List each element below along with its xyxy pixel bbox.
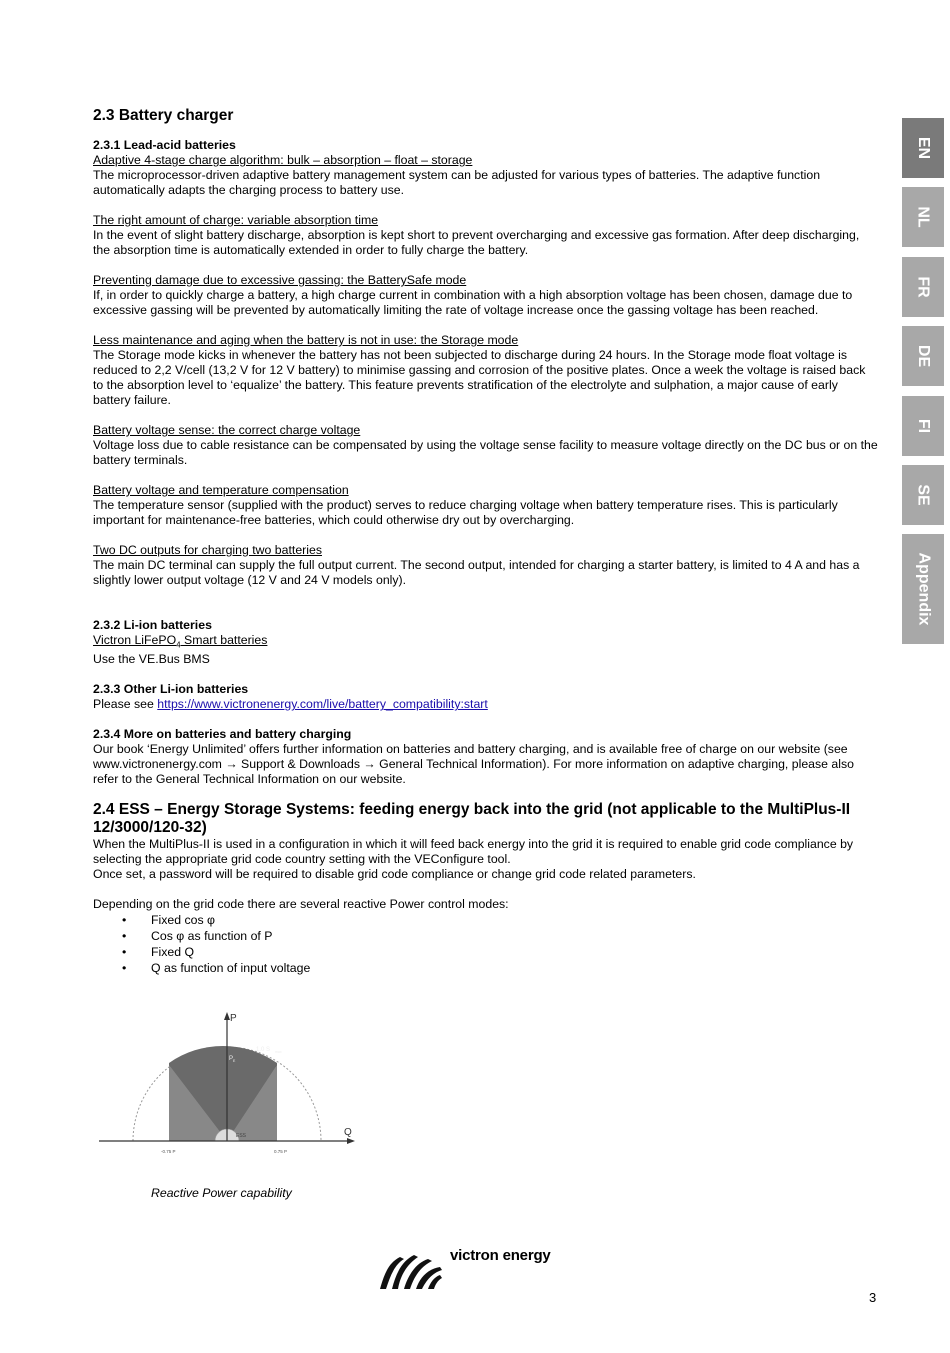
list-item: • Q as function of input voltage: [93, 960, 878, 976]
pe-sub-label: E: [233, 1059, 236, 1063]
voltage-sense-block: [93, 423, 878, 468]
left-limit-label: -0.75 P: [161, 1149, 176, 1154]
block-text: Voltage loss due to cable resistance can be compensated by using the voltage sense facility to measure voltage directly on the DC bus or on the battery terminals.: [93, 438, 878, 467]
list-item: • Cos φ as function of P: [93, 928, 878, 944]
control-modes-list: [93, 912, 878, 976]
right-limit-label: 0.75 P: [274, 1149, 288, 1154]
block-text: If, in order to quickly charge a battery, a high charge current in combination with a high absorption voltage has been chosen, damage due to excessive gassing will be prevented by automatically limiting the rate of voltage increase once the gassing voltage has been reached.: [93, 288, 853, 317]
block-heading: Two DC outputs for charging two batteries: [93, 543, 322, 557]
block-heading: Adaptive 4-stage charge algorithm: bulk – absorption – float – storage: [93, 153, 473, 167]
liion-heading: 2.3.2 Li-ion batteries: [93, 618, 212, 632]
figure-caption: Reactive Power capability: [151, 1186, 292, 1200]
temperature-compensation-block: [93, 483, 878, 528]
block-text: The temperature sensor (supplied with the product) serves to reduce charging voltage when battery temperature rises. This is particularly important for maintenance-free batteries, which could otherwise dry out by overcharging.: [93, 498, 838, 527]
two-dc-outputs-block: [93, 543, 878, 588]
reactive-power-diagram: [93, 1007, 363, 1167]
storage-mode-block: [93, 333, 878, 408]
charge-algorithm-block: [93, 153, 878, 198]
tab-en[interactable]: EN: [902, 118, 944, 178]
list-item: • Fixed cos φ: [93, 912, 878, 928]
other-liion-heading: 2.3.3 Other Li-ion batteries: [93, 682, 249, 697]
q-axis-arrow: [347, 1138, 355, 1144]
axis-q-label: Q: [344, 1127, 352, 1138]
block-text: The Storage mode kicks in whenever the battery has not been subjected to discharge during 24 hours. In the Storage mode float voltage is reduced to 2,2 V/cell (13,2 V for 12 V battery) to minimise gassing and corrosion of the positive plates. Once a week the voltage is raised back to the absorption level to ‘equalize’ the battery. This feature prevents stratification of the electrolyte and sulphation, a major cause of early battery failure.: [93, 348, 866, 407]
more-batteries-text: Our book ‘Energy Unlimited’ offers further information on batteries and battery charging, and is available free of charge on our website (see www.victronenergy.com → Support & Downloads → General Technical Information). For more information on adaptive charging, please also refer to the General Technical Information on our website.: [93, 742, 854, 787]
page-number: 3: [869, 1290, 877, 1305]
page-content: [93, 106, 878, 976]
logo-text: victron energy: [450, 1247, 551, 1264]
block-heading: The right amount of charge: variable absorption time: [93, 213, 379, 227]
axis-p-label: P: [230, 1013, 237, 1024]
lead-acid-heading: 2.3.1 Lead-acid batteries: [93, 138, 236, 152]
section-title-battery-charger: 2.3 Battery charger: [93, 107, 234, 124]
absorption-time-block: [93, 213, 878, 258]
tab-de[interactable]: DE: [902, 326, 944, 386]
block-text: The main DC terminal can supply the full output current. The second output, intended for charging a starter battery, is limited to 4 A and has a slightly lower output voltage (12 V and 24 V models only).: [93, 558, 860, 587]
block-heading: Less maintenance and aging when the battery is not in use: the Storage mode: [93, 333, 519, 347]
ess-paragraph-1: When the MultiPlus-II is used in a configuration in which it will feed back energy into the grid it is required to enable grid code compliance by selecting the appropriate grid code country setting with the VEConfigure tool.: [93, 837, 854, 867]
tab-appendix[interactable]: Appendix: [902, 534, 944, 644]
section-title-ess: 2.4 ESS – Energy Storage Systems: feeding energy back into the grid (not applicable to the MultiPlus-II 12/3000/120-32): [93, 801, 851, 837]
more-batteries-heading: 2.3.4 More on batteries and battery charging: [93, 727, 352, 742]
tab-fi[interactable]: FI: [902, 396, 944, 456]
tab-fr[interactable]: FR: [902, 257, 944, 317]
liion-subheading: Victron LiFePO$_4$ Smart batteries: [93, 633, 268, 650]
block-heading: Battery voltage and temperature compensation: [93, 483, 349, 497]
ess-paragraph-2: Once set, a password will be required to disable grid code compliance or change grid code related parameters.: [93, 867, 696, 882]
ess-label: ESS: [236, 1133, 247, 1139]
list-item: • Fixed Q: [93, 944, 878, 960]
block-heading: Battery voltage sense: the correct charge voltage: [93, 423, 361, 437]
reactive-power-svg: [93, 1007, 363, 1167]
block-text: The microprocessor-driven adaptive battery management system can be adjusted for various types of batteries. The adaptive function automatically adapts the charging process to battery use.: [93, 168, 821, 197]
pe-label: P: [229, 1056, 234, 1062]
liion-text: Use the VE.Bus BMS: [93, 652, 210, 667]
other-liion-text: Please see https://www.victronenergy.com/live/battery_compatibility:start: [93, 697, 488, 712]
tab-nl[interactable]: NL: [902, 187, 944, 247]
smax-sub-label: max: [275, 1050, 282, 1054]
tab-se[interactable]: SE: [902, 465, 944, 525]
ess-paragraph-3: Depending on the grid code there are several reactive Power control modes:: [93, 897, 509, 912]
batterysafe-block: [93, 273, 878, 318]
battery-compatibility-link[interactable]: https://www.victronenergy.com/live/battery_compatibility:start: [157, 697, 488, 712]
smax-label: 1.0 S: [256, 1047, 271, 1053]
block-heading: Preventing damage due to excessive gassing: the BatterySafe mode: [93, 273, 467, 287]
block-text: In the event of slight battery discharge, absorption is kept short to prevent overcharging and excessive gas formation. After deep discharging, the absorption time is automatically extended in order to fully charge the battery.: [93, 228, 860, 257]
